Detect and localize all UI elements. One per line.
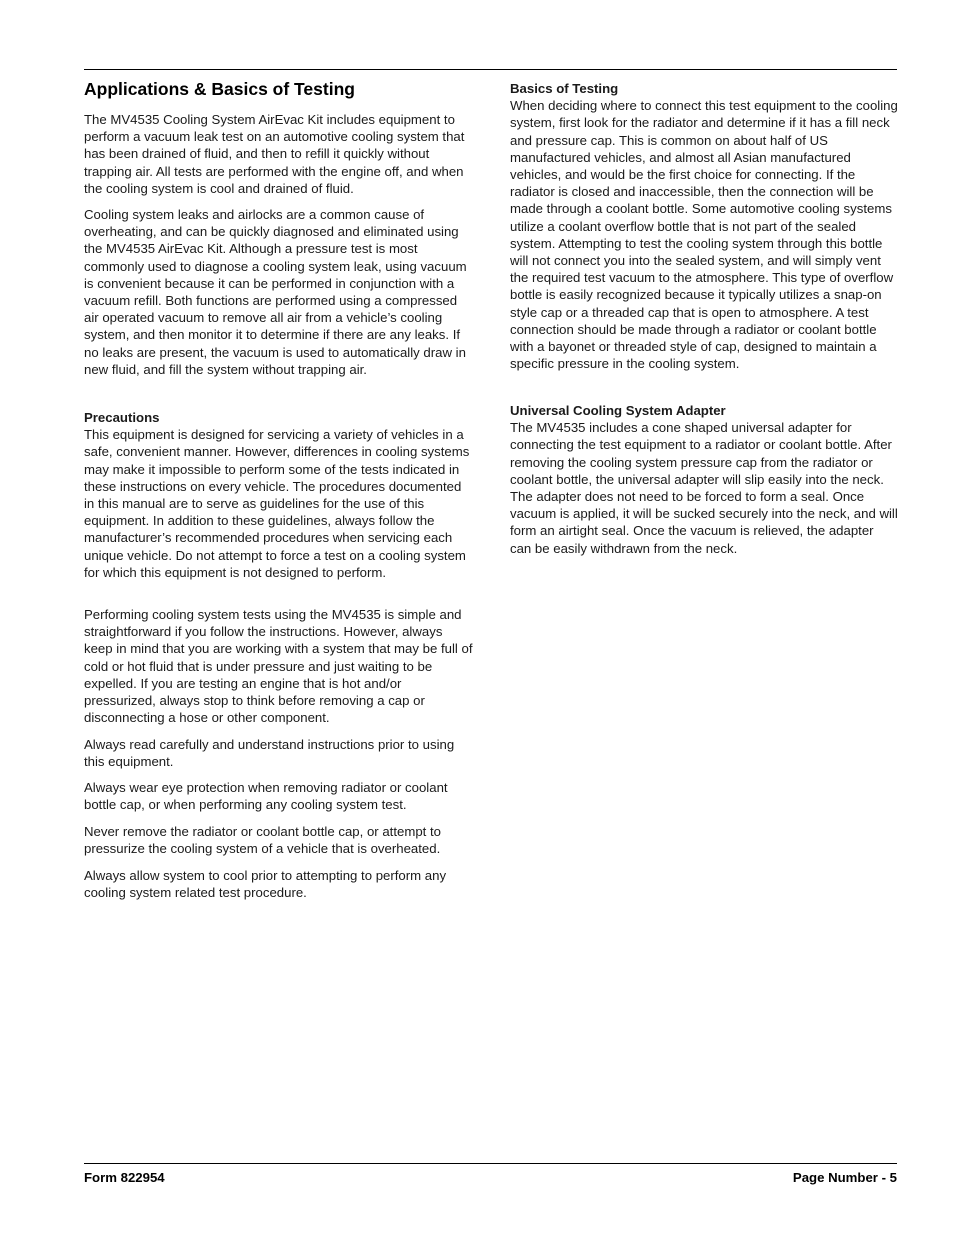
adapter-heading: Universal Cooling System Adapter [510, 403, 726, 418]
section-title: Applications & Basics of Testing [84, 79, 355, 99]
precautions-text-3: Always read carefully and understand instructions prior to using this equipment. [84, 737, 455, 770]
basics-section [510, 80, 898, 372]
precautions-text-4: Always wear eye protection when removing radiator or coolant bottle cap, or when performing any cooling system test. [84, 780, 448, 813]
footer-rule [84, 1163, 897, 1164]
precautions-heading: Precautions [84, 410, 160, 425]
intro-text-2: Cooling system leaks and airlocks are a common cause of overheating, and can be quickly diagnosed and eliminated using the MV4535 AirEvac Kit. Although a pressure test is most commonly used to diagnose a cooling system leak, using vacuum is convenient because it can be performed in conjunction with a vacuum refill. Both functions are performed using a compressed air operated vacuum to remove all air from a vehicle’s cooling system, and then monitor it to determine if there are any leaks. If no leaks are present, the vacuum is used to automatically draw in new fluid, and fill the system without trapping air. [84, 207, 467, 377]
precautions-paragraph-5 [84, 823, 474, 857]
intro-text-1: The MV4535 Cooling System AirEvac Kit includes equipment to perform a vacuum leak test on an automotive cooling system that has been drained of fluid, and then to refill it quickly without trapping air. All tests are performed with the engine off, and when the cooling system is cool and drained of fluid. [84, 112, 465, 196]
intro-paragraph-1 [84, 111, 474, 197]
precautions-paragraph-4 [84, 779, 474, 813]
adapter-text: The MV4535 includes a cone shaped universal adapter for connecting the test equipment to a radiator or coolant bottle. After removing the cooling system pressure cap from the radiator or coolant bottle, the universal adapter will slip easily into the neck. The adapter does not need to be forced to form a seal. Once vacuum is applied, it will be sucked securely into the neck, and will form an airtight seal. Once the vacuum is relieved, the adapter can be easily withdrawn from the neck. [510, 420, 898, 556]
precautions-paragraph-6 [84, 867, 474, 901]
basics-heading: Basics of Testing [510, 81, 619, 96]
precautions-text-5: Never remove the radiator or coolant bottle cap, or attempt to pressurize the cooling system of a vehicle that is overheated. [84, 824, 441, 857]
intro-paragraph-2 [84, 206, 474, 378]
precautions-section [84, 409, 474, 581]
form-number: Form 822954 [84, 1170, 165, 1185]
precautions-text-2: Performing cooling system tests using the MV4535 is simple and straightforward if you follow the instructions. However, always keep in mind that you are working with a system that may be full of cold or hot fluid that is under pressure and just waiting to be expelled. If you are testing an engine that is hot and/or pressurized, always stop to think before removing a cap or disconnecting a hose or other component. [84, 607, 473, 726]
precautions-text-6: Always allow system to cool prior to attempting to perform any cooling system related test procedure. [84, 868, 447, 901]
basics-text: When deciding where to connect this test equipment to the cooling system, first look for the radiator and determine if it has a fill neck and pressure cap. This is common on about half of US manufactured vehicles, and almost all Asian manufactured vehicles, and would be the first choice for connecting. If the radiator is closed and inaccessible, then the connection will be made through a coolant bottle. Some automotive cooling systems utilize a coolant overflow bottle that is not part of the sealed system. Attempting to test the cooling system through this bottle will not connect you into the sealed system, and will simply vent the required test vacuum to the atmosphere. This type of overflow bottle is easily recognized because it typically utilizes a snap-on style cap or a threaded cap that is open to atmosphere. A test connection should be made through a radiator or coolant bottle with a bayonet or threaded style of cap, designed to maintain a specific pressure in the cooling system. [510, 98, 898, 372]
page-number: Page Number - 5 [792, 1170, 897, 1185]
header-rule [84, 69, 897, 70]
precautions-paragraph-2 [84, 606, 474, 726]
precautions-text-1: This equipment is designed for servicing a variety of vehicles in a safe, convenient manner. However, differences in cooling systems may make it impossible to perform some of the tests indicated in these instructions on every vehicle. The procedures documented in this manual are to serve as guidelines for the use of this equipment. In addition to these guidelines, always follow the manufacturer’s recommended procedures when servicing each unique vehicle. Do not attempt to force a test on a cooling system for which this equipment is not designed to perform. [84, 427, 470, 580]
precautions-paragraph-3 [84, 736, 474, 770]
adapter-section [510, 402, 898, 557]
